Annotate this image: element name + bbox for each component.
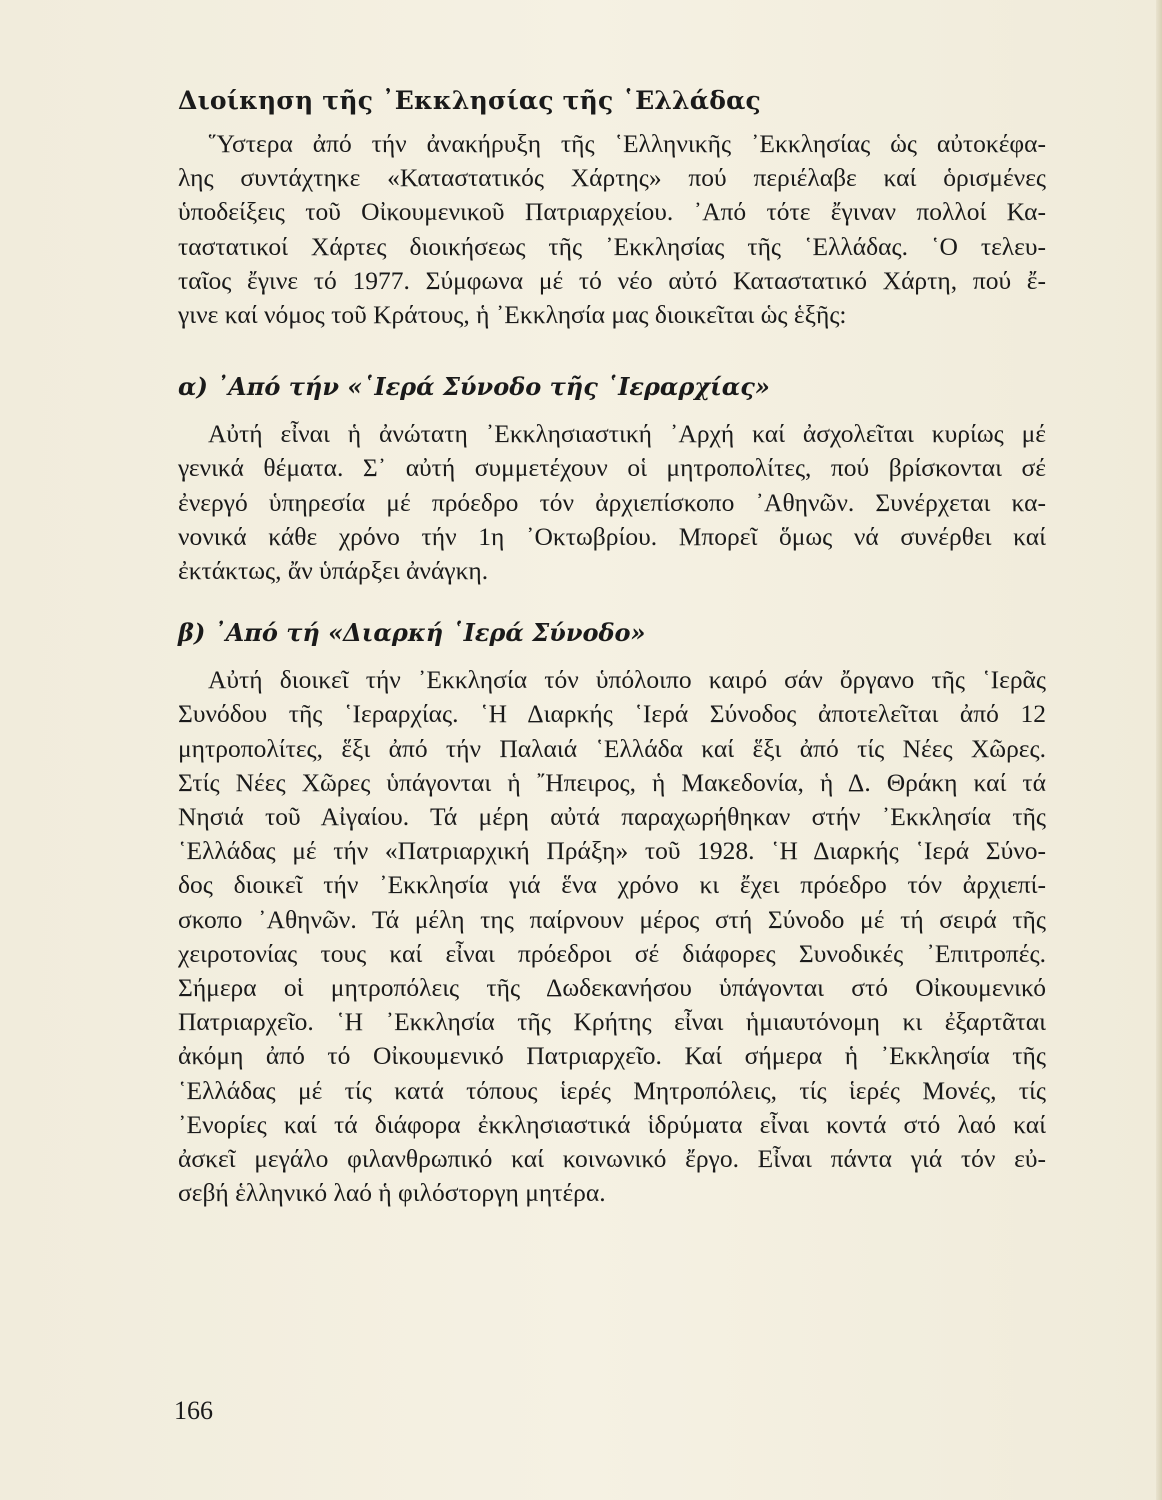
subheading-b: β) ᾿Από τή «Διαρκή ῾Ιερά Σύνοδο» — [178, 618, 646, 648]
section-title: Διοίκηση τῆς ᾿Εκκλησίας τῆς ῾Ελλάδας — [178, 86, 761, 115]
text-block — [178, 78, 1046, 1210]
text-line: Πατριαρχεῖο. ῾Η ᾿Εκκλησία τῆς Κρήτης εἶναι ἡμιαυτόνομη κι ἐξαρτᾶται — [178, 1007, 1046, 1037]
text-line: γενικά θέματα. Σ᾿ αὐτή συμμετέχουν οἱ μητροπολίτες, πού βρίσκονται σέ — [178, 453, 1046, 483]
text-line: χειροτονίας τους καί εἶναι πρόεδροι σέ διάφορες Συνοδικές ᾿Επιτροπές. — [178, 938, 1046, 968]
text-line: ταστατικοί Χάρτες διοικήσεως τῆς ᾿Εκκλησίας τῆς ῾Ελλάδας. ῾Ο τελευ- — [178, 231, 1046, 261]
text-line: Συνόδου τῆς ῾Ιεραρχίας. ῾Η Διαρκής ῾Ιερά Σύνοδος ἀποτελεῖται ἀπό 12 — [178, 699, 1046, 729]
page-edge — [1156, 0, 1162, 1500]
page-number: 166 — [174, 1396, 213, 1425]
text-line: σκοπο ᾿Αθηνῶν. Τά μέλη της παίρνουν μέρος στή Σύνοδο μέ τή σειρά τῆς — [178, 904, 1046, 934]
text-line: ἀκόμη ἀπό τό Οἰκουμενικό Πατριαρχεῖο. Καί σήμερα ἡ ᾿Εκκλησία τῆς — [178, 1041, 1046, 1071]
text-line: μητροπολίτες, ἕξι ἀπό τήν Παλαιά ῾Ελλάδα καί ἕξι ἀπό τίς Νέες Χῶρες. — [178, 733, 1046, 763]
subheading-a: α) ᾿Από τήν «῾Ιερά Σύνοδο τῆς ῾Ιεραρχίας» — [178, 372, 770, 402]
text-line: γινε καί νόμος τοῦ Κράτους, ἡ ᾿Εκκλησία μας διοικεῖται ὡς ἑξῆς: — [178, 300, 847, 330]
paragraph-b — [178, 663, 1046, 1210]
text-line: δος διοικεῖ τήν ᾿Εκκλησία γιά ἕνα χρόνο κι ἔχει πρόεδρο τόν ἀρχιεπί- — [178, 870, 1046, 900]
text-line: Στίς Νέες Χῶρες ὑπάγονται ἡ ῎Ηπειρος, ἡ Μακεδονία, ἡ Δ. Θράκη καί τά — [178, 767, 1046, 797]
text-line: Αὐτή διοικεῖ τήν ᾿Εκκλησία τόν ὑπόλοιπο καιρό σάν ὄργανο τῆς ῾Ιερᾶς — [208, 665, 1046, 695]
paragraph-a — [178, 417, 1046, 588]
text-line: ῾Ελλάδας μέ τήν «Πατριαρχική Πράξη» τοῦ 1928. ῾Η Διαρκής ῾Ιερά Σύνο- — [178, 836, 1046, 866]
text-line: ταῖος ἔγινε τό 1977. Σύμφωνα μέ τό νέο αὐτό Καταστατικό Χάρτη, πού ἔ- — [178, 265, 1046, 295]
text-line: ἐκτάκτως, ἄν ὑπάρξει ἀνάγκη. — [178, 556, 489, 586]
text-line: ῾Ελλάδας μέ τίς κατά τόπους ἱερές Μητροπόλεις, τίς ἱερές Μονές, τίς — [178, 1075, 1046, 1105]
text-line: ῞Υστερα ἀπό τήν ἀνακήρυξη τῆς ῾Ελληνικῆς ᾿Εκκλησίας ὡς αὐτοκέφα- — [208, 129, 1046, 158]
text-line: ἐνεργό ὑπηρεσία μέ πρόεδρο τόν ἀρχιεπίσκοπο ᾿Αθηνῶν. Συνέρχεται κα- — [178, 487, 1046, 517]
text-line: Νησιά τοῦ Αἰγαίου. Τά μέρη αὐτά παραχωρήθηκαν στήν ᾿Εκκλησία τῆς — [178, 802, 1046, 832]
text-line: σεβή ἑλληνικό λαό ἡ φιλόστοργη μητέρα. — [178, 1178, 606, 1208]
text-line: ὑποδείξεις τοῦ Οἰκουμενικοῦ Πατριαρχείου. ᾿Από τότε ἔγιναν πολλοί Κα- — [178, 197, 1046, 227]
text-line: Αὐτή εἶναι ἡ ἀνώτατη ᾿Εκκλησιαστική ᾿Αρχή καί ἀσχολεῖται κυρίως μέ — [208, 419, 1046, 449]
text-line: ᾿Ενορίες καί τά διάφορα ἐκκλησιαστικά ἱδρύματα εἶναι κοντά στό λαό καί — [178, 1109, 1046, 1139]
text-line: Σήμερα οἱ μητροπόλεις τῆς Δωδεκανήσου ὑπάγονται στό Οἰκουμενικό — [178, 973, 1046, 1003]
text-line: λης συντάχτηκε «Καταστατικός Χάρτης» πού περιέλαβε καί ὁρισμένες — [178, 163, 1046, 193]
intro-paragraph — [178, 127, 1046, 332]
text-line: νονικά κάθε χρόνο τήν 1η ᾿Οκτωβρίου. Μπορεῖ ὅμως νά συνέρθει καί — [178, 521, 1046, 551]
text-line: ἀσκεῖ μεγάλο φιλανθρωπικό καί κοινωνικό ἔργο. Εἶναι πάντα γιά τόν εὐ- — [178, 1144, 1046, 1174]
